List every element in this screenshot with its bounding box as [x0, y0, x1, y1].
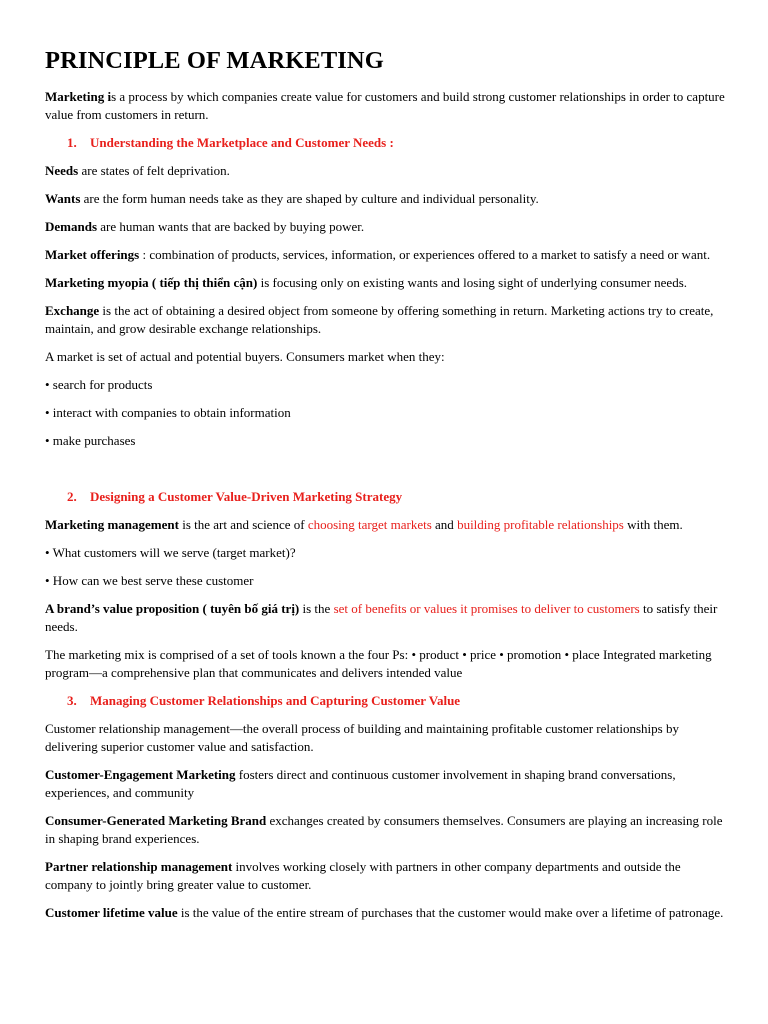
bullet-purchase: • make purchases [45, 433, 136, 448]
offerings-paragraph [45, 246, 725, 264]
partner-text: involves working closely with partners in other company departments and outside the company to jointly bring greater value to customer. [45, 859, 681, 892]
marketing-management-term: Marketing management [45, 517, 179, 532]
partner-term: Partner relationship management [45, 859, 233, 874]
intro-term: Marketing i [45, 89, 112, 104]
myopia-paragraph [45, 274, 725, 292]
wants-term: Wants [45, 191, 81, 206]
engagement-term: Customer-Engagement Marketing [45, 767, 236, 782]
offerings-text: : combination of products, services, information, or experiences offered to a market to satisfy a need or want. [139, 247, 711, 262]
exchange-paragraph [45, 302, 725, 338]
bullet-search: • search for products [45, 377, 153, 392]
engagement-paragraph [45, 766, 725, 802]
section-1-number: 1. [67, 135, 77, 150]
bullet-serve-who: • What customers will we serve (target market)? [45, 545, 296, 560]
mm-text-3: with them. [623, 517, 683, 532]
needs-text: are states of felt deprivation. [78, 163, 230, 178]
lifetime-value-term: Customer lifetime value [45, 905, 178, 920]
engagement-text: fosters direct and continuous customer involvement in shaping brand conversations, experiences, and community [45, 767, 676, 800]
intro-text: s a process by which companies create value for customers and build strong customer relationships in order to capture value from customers in return. [45, 89, 725, 122]
partner-paragraph [45, 858, 725, 894]
section-1-title: Understanding the Marketplace and Customer Needs : [90, 135, 394, 150]
mm-text-1: is the art and science of [178, 517, 308, 532]
bullet-interact: • interact with companies to obtain information [45, 405, 291, 420]
mm-highlight-relationships: building profitable relationships [457, 517, 624, 532]
bullet-serve-how: • How can we best serve these customer [45, 573, 254, 588]
section-1-heading [45, 134, 725, 152]
vp-text-2: to satisfy their needs. [45, 601, 718, 634]
document-title: PRINCIPLE OF MARKETING [45, 47, 384, 74]
demands-term: Demands [45, 219, 98, 234]
exchange-term: Exchange [45, 303, 100, 318]
crm-paragraph: Customer relationship management—the overall process of building and maintaining profitable customer relationships by delivering superior customer value and satisfaction. [45, 721, 679, 754]
intro-paragraph [45, 88, 725, 124]
needs-term: Needs [45, 163, 79, 178]
offerings-term: Market offerings [45, 247, 140, 262]
market-paragraph: A market is set of actual and potential buyers. Consumers market when they: [45, 349, 445, 364]
section-2-number: 2. [67, 489, 77, 504]
vp-highlight: set of benefits or values it promises to deliver to customers [333, 601, 640, 616]
demands-paragraph [45, 218, 725, 236]
lifetime-value-paragraph [45, 904, 725, 922]
myopia-term: Marketing myopia ( tiếp thị thiển cận) [45, 275, 258, 290]
wants-paragraph [45, 190, 725, 208]
section-3-heading [45, 692, 725, 710]
marketing-management-paragraph [45, 516, 725, 534]
section-3-title: Managing Customer Relationships and Capturing Customer Value [90, 693, 461, 708]
wants-text: are the form human needs take as they are shaped by culture and individual personality. [80, 191, 539, 206]
value-proposition-term: A brand’s value proposition ( tuyên bố giá trị) [45, 601, 300, 616]
needs-paragraph [45, 162, 725, 180]
section-2-title: Designing a Customer Value-Driven Marketing Strategy [90, 489, 403, 504]
consumer-generated-term: Consumer-Generated Marketing Brand [45, 813, 267, 828]
marketing-mix-paragraph: The marketing mix is comprised of a set of tools known a the four Ps: • product • price • promotion • place Integrated marketing program—a comprehensive plan that communicates and delivers intended value [45, 647, 712, 680]
mm-text-2: and [431, 517, 458, 532]
myopia-text: is focusing only on existing wants and losing sight of underlying consumer needs. [257, 275, 688, 290]
demands-text: are human wants that are backed by buying power. [97, 219, 365, 234]
document-page [45, 46, 725, 932]
vp-text-1: is the [299, 601, 334, 616]
value-proposition-paragraph [45, 600, 725, 636]
section-3-number: 3. [67, 693, 77, 708]
exchange-text: is the act of obtaining a desired object from someone by offering something in return. Marketing actions try to create, maintain, and grow desirable exchange relationships. [45, 303, 714, 336]
section-gap [45, 460, 725, 488]
consumer-generated-paragraph [45, 812, 725, 848]
lifetime-value-text: is the value of the entire stream of purchases that the customer would make over a lifetime of patronage. [177, 905, 724, 920]
consumer-generated-text: exchanges created by consumers themselves. Consumers are playing an increasing role in shaping brand experiences. [45, 813, 723, 846]
mm-highlight-target: choosing target markets [307, 517, 432, 532]
section-2-heading [45, 488, 725, 506]
